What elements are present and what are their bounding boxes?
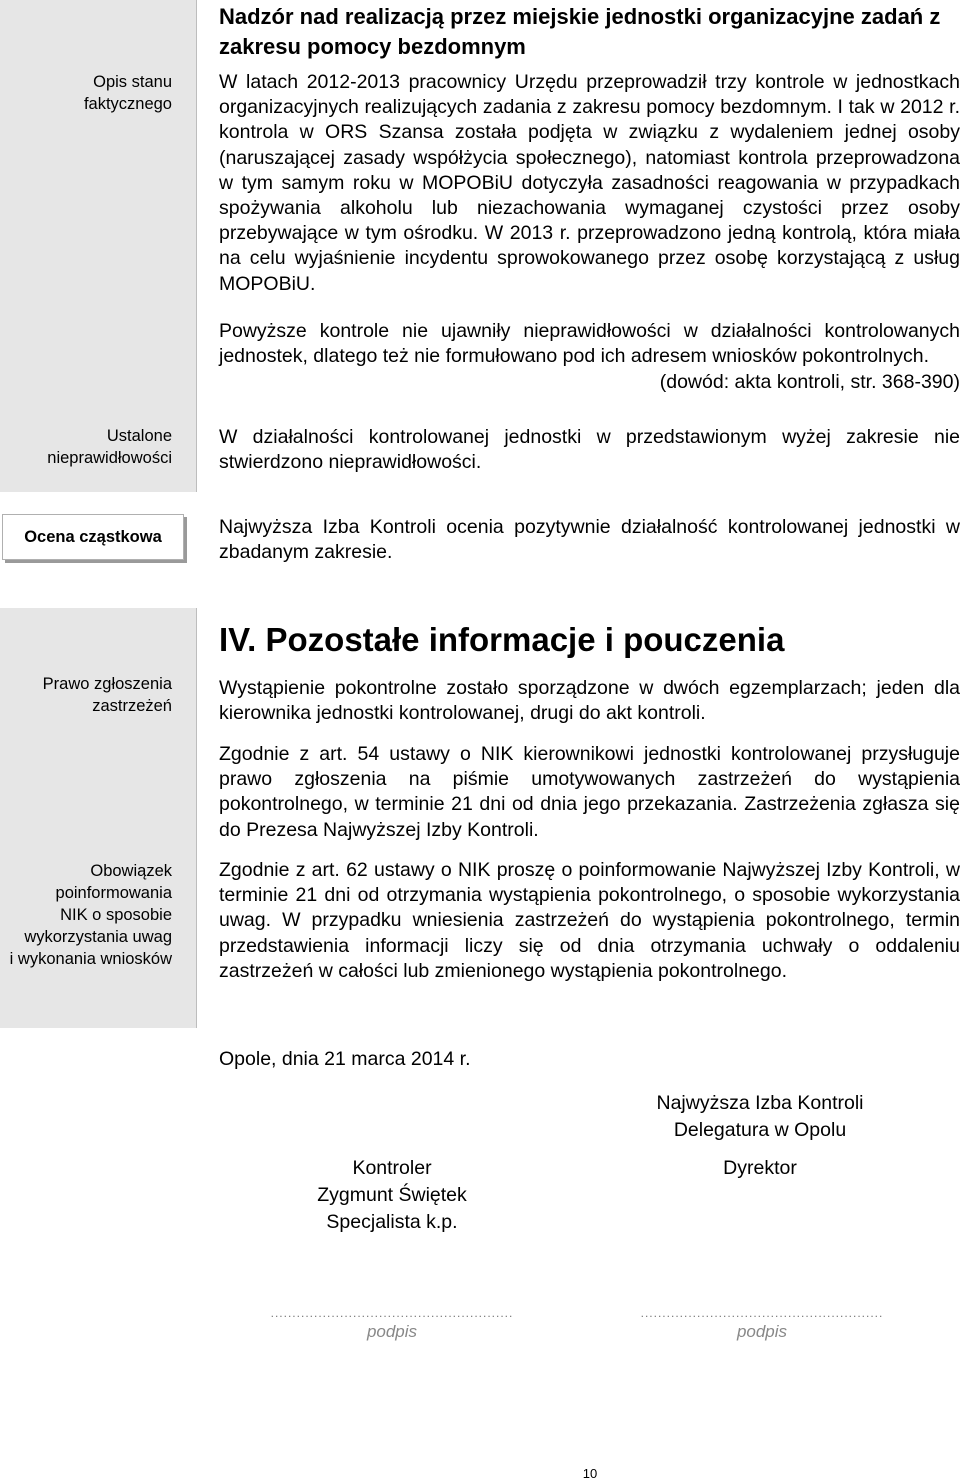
sidebar-text: poinformowania (55, 884, 172, 902)
sidebar-label-obowiazek (0, 860, 172, 970)
sidebar-text: nieprawidłowości (47, 449, 172, 467)
kontroler-block (262, 1155, 522, 1236)
paragraph-ocena: Najwyższa Izba Kontroli ocenia pozytywnie działalność kontrolowanej jednostki w zbadanym zakresie. (219, 516, 960, 564)
sidebar-text: Opis stanu (93, 73, 172, 91)
sidebar-text: zastrzeżeń (92, 697, 172, 715)
signature-caption-left: podpis (366, 1322, 418, 1341)
institution-block (620, 1090, 900, 1144)
paragraph-art-54: Zgodnie z art. 54 ustawy o NIK kierownikowi jednostki kontrolowanej przysługuje prawo zgłoszenia na piśmie umotywowanych zastrzeżeń do wystąpienia pokontrolnego, w terminie 21 dni od dnia jego przekazania. Zastrzeżenia zgłasza się do Prezesa Najwyższej Izby Kontroli. (219, 743, 960, 841)
signer-title: Specjalista k.p. (326, 1211, 458, 1233)
page-number: 10 (582, 1466, 598, 1481)
signer-name: Zygmunt Świętek (317, 1184, 467, 1206)
sidebar-label-ustalone (0, 425, 172, 469)
paragraph-wystapienie: Wystąpienie pokontrolne zostało sporządzone w dwóch egzemplarzach; jeden dla kierownika jednostki kontrolowanej, drugi do akt kontroli. (219, 677, 960, 725)
sidebar-text: i wykonania wniosków (9, 950, 172, 968)
sidebar-label-prawo-zgloszenia (0, 673, 172, 717)
paragraph-opis-stanu: W latach 2012-2013 pracownicy Urzędu przeprowadził trzy kontrole w jednostkach organizacyjnych realizujących zadania z zakresu pomocy bezdomnym. I tak w 2012 r. kontrola w ORS Szansa została podjęta w związku z wydaleniem jednej osoby (naruszającej zasady współżycia społecznego), natomiast kontrola przeprowadzona w tym samym roku w MOPOBiU dotyczyła zasadności reagowania w przypadkach spożywania alkoholu lub niezachowania wymaganej czystości przez osoby przebywające w tym ośrodku. W 2013 r. przeprowadzono jedną kontrolą, która miała na celu wyjaśnienie incydentu sprowokowanego przez osobę korzystającą z usług MOPOBiU. (219, 71, 960, 295)
sidebar-text: faktycznego (83, 95, 172, 113)
sidebar-text: Prawo zgłoszenia (42, 675, 172, 693)
signature-caption-right: podpis (736, 1322, 788, 1341)
dyrektor-block (670, 1155, 850, 1182)
sidebar-text: Ocena cząstkowa (24, 527, 162, 546)
paragraph-ustalone: W działalności kontrolowanej jednostki w przedstawionym wyżej zakresie nie stwierdzono nieprawidłowości. (219, 426, 960, 474)
section-title-iv: IV. Pozostałe informacje i pouczenia (219, 621, 785, 658)
sidebar-text: wykorzystania uwag (24, 928, 172, 946)
sidebar-text: Obowiązek (90, 862, 172, 880)
sidebar-label-ocena-czastkowa (2, 514, 184, 560)
signature-line-right: ........................................................ (640, 1306, 884, 1320)
sidebar-label-opis-stanu (0, 71, 172, 115)
section-heading: Nadzór nad realizacją przez miejskie jednostki organizacyjne zadań z zakresu pomocy bezdomnym (219, 4, 941, 59)
paragraph-art-62: Zgodnie z art. 62 ustawy o NIK proszę o poinformowanie Najwyższej Izby Kontroli, w terminie 21 dni od otrzymania wystąpienia pokontrolnego, o sposobie wykorzystania uwag. W przypadku wniesienia zastrzeżeń do wystąpienia pokontrolnego, termin przedstawienia informacji liczy się od dnia otrzymania uchwały o oddaleniu zastrzeżeń w całości lub zmienionego wystąpienia pokontrolnego. (219, 859, 960, 982)
sidebar-text: NIK o sposobie (60, 906, 172, 924)
signature-line-left: ........................................................ (270, 1306, 514, 1320)
paragraph-kontrole-summary: Powyższe kontrole nie ujawniły nieprawidłowości w działalności kontrolowanych jednostek, dlatego też nie formułowano pod ich adresem wniosków pokontrolnych. (219, 320, 960, 368)
signer-role: Dyrektor (723, 1157, 797, 1179)
evidence-reference: (dowód: akta kontroli, str. 368-390) (659, 371, 960, 393)
sidebar-text: Ustalone (106, 427, 172, 445)
institution-name: Najwyższa Izba Kontroli (656, 1092, 864, 1114)
institution-branch: Delegatura w Opolu (673, 1119, 847, 1141)
document-date: Opole, dnia 21 marca 2014 r. (219, 1048, 471, 1070)
signer-role: Kontroler (352, 1157, 432, 1179)
